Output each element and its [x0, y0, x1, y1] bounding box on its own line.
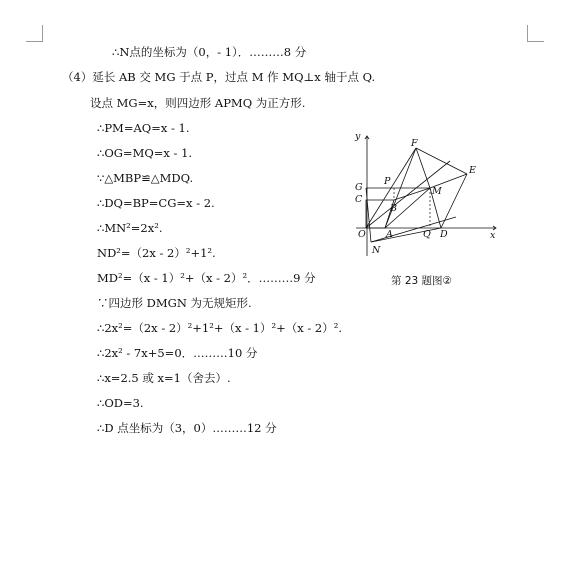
- label-Q: Q: [423, 229, 431, 240]
- solution-line-10: MD²=（x - 1）²+（x - 2）²．………9 分: [97, 271, 316, 285]
- solution-line-1: ∴N点的坐标为（0，- 1）．………8 分: [112, 45, 307, 59]
- label-B: B: [390, 203, 397, 214]
- solution-line-9: ND²=（2x - 2）²+1².: [97, 246, 216, 260]
- page-corner-top-right: [527, 25, 544, 42]
- figure-caption: 第 23 题图②: [391, 275, 452, 287]
- solution-line-12: ∴2x²=（2x - 2）²+1²+（x - 1）²+（x - 2）².: [97, 321, 342, 335]
- solution-line-11: ∵四边形 DMGN 为无规矩形.: [97, 296, 252, 310]
- label-x: x: [490, 230, 496, 241]
- solution-line-13: ∴2x² - 7x+5=0．………10 分: [97, 346, 258, 360]
- label-M: M: [432, 186, 442, 197]
- label-E: E: [469, 165, 476, 176]
- label-D: D: [440, 229, 448, 240]
- label-O: O: [358, 229, 366, 240]
- solution-line-7: ∴DQ=BP=CG=x - 2.: [97, 196, 215, 210]
- label-C: C: [355, 194, 363, 205]
- solution-line-5: ∴OG=MQ=x - 1.: [97, 146, 193, 160]
- solution-line-14: ∴x=2.5 或 x=1（舍去）.: [97, 371, 231, 385]
- label-P: P: [384, 176, 391, 187]
- solution-line-8: ∴MN²=2x².: [97, 221, 163, 235]
- geometry-figure: [350, 128, 500, 260]
- label-F: F: [411, 138, 418, 149]
- solution-line-6: ∵△MBP≌△MDQ.: [97, 171, 194, 185]
- page-corner-top-left: [26, 25, 43, 42]
- solution-line-15: ∴OD=3.: [97, 396, 144, 410]
- solution-line-4: ∴PM=AQ=x - 1.: [97, 121, 190, 135]
- label-N: N: [372, 245, 381, 256]
- label-G: G: [355, 182, 363, 193]
- label-y: y: [355, 131, 361, 142]
- solution-line-2: （4）延长 AB 交 MG 于点 P，过点 M 作 MQ⊥x 轴于点 Q.: [62, 70, 376, 84]
- solution-line-16: ∴D 点坐标为（3，0）………12 分: [97, 421, 277, 435]
- solution-line-3: 设点 MG=x，则四边形 APMQ 为正方形.: [90, 96, 306, 110]
- label-A: A: [386, 229, 393, 240]
